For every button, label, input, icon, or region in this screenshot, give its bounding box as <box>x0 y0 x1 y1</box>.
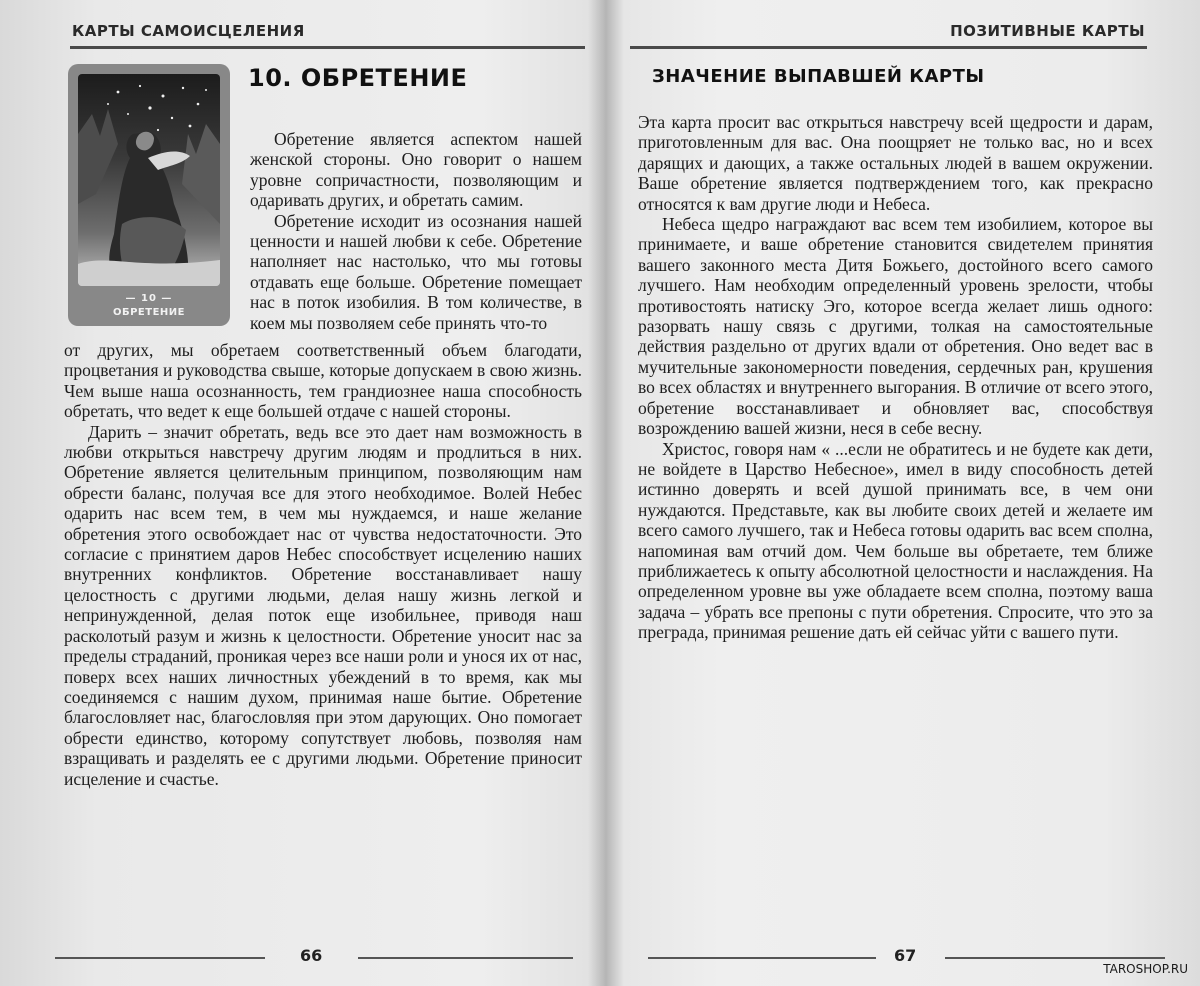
paragraph: Христос, говоря нам « ...если не обратитесь и не будете как дети, не войдете в Царство Небесное», имел в виду способность детей истинно доверять и всей душой принимать все, в чем они нуждаются. Представьте, как вы любите своих детей и желаете им всего самого лучшего, так и Небеса готовы одарить вас всем сполна, напоминая вам отчий дом. Чем больше вы обретаете, тем ближе приближаетесь к опыту абсолютной целостности и наслаждения. На определенном уровне вы уже обладаете всем сполна, поэтому ваша задача – убрать все препоны с пути обретения. Спросите, что это за преграда, принимая решение дать ей сейчас уйти с вашего пути. <box>638 438 1153 643</box>
running-head-right: ПОЗИТИВНЫЕ КАРТЫ <box>950 22 1145 40</box>
footer-rule-left-a <box>55 957 265 959</box>
footer-rule-left-b <box>358 957 573 959</box>
right-text <box>638 112 1153 643</box>
left-text-wide <box>64 340 582 789</box>
paragraph: Обретение является аспектом нашей женской стороны. Оно говорит о нашем уровне сопричастности, позволяющим и одаривать других, и обретать самим. <box>250 129 582 211</box>
footer-rule-right-a <box>648 957 876 959</box>
card-title: ОБРЕТЕНИЕ <box>112 307 185 318</box>
page-number-right: 67 <box>894 946 917 965</box>
paragraph: Эта карта просит вас открыться навстречу всей щедрости и дарам, приготовленным для вас. Она поощряет не только вас, но и всех дарящих и дающих, а также остальных людей в вашем окружении. Ваше обретение является подтверждением того, как прекрасно относятся к вам другие люди и Небеса. <box>638 112 1153 214</box>
tarot-card <box>68 64 230 326</box>
left-text-narrow <box>250 129 582 333</box>
right-page <box>600 0 1200 986</box>
watermark: TAROSHOP.RU <box>1103 962 1188 976</box>
paragraph: Небеса щедро награждают вас всем тем изобилием, которое вы принимаете, и ваше обретение становится свидетелем принятия вашего законного места Дитя Божьего, достойного всего самого лучшего. Нам необходим определенный уровень зрелости, чтобы противостоять натиску Эго, которое всегда желает лишь одного: разорвать нашу связь с другими, толкая на самостоятельные действия раздельно от других вдали от обретения. Оно ведет вас в мучительные закономерности поведения, сердечных ран, крушения во всех областях и внутреннего выгорания. В отличие от всего этого, обретение восстанавливает и обновляет вас, способствуя возрождению вашей жизни, неся в себе весну. <box>638 214 1153 439</box>
section-title: ЗНАЧЕНИЕ ВЫПАВШЕЙ КАРТЫ <box>652 66 985 87</box>
card-illustration-svg <box>78 74 220 286</box>
paragraph: Дарить – значит обретать, ведь все это дает нам возможность в любви открыться навстречу другим людям и продлиться в них. Обретение является целительным принципом, позволяющим нам обрести баланс, получая все для этого необходимое. Волей Небес одарить нас всем тем, в чем мы нуждаемся, и наше желание обретения этого освобождает нас от чувства недостаточности. Это согласие с принятием даров Небес способствует исцелению наших внутренних конфликтов. Обретение восстанавливает нашу целостность с другими людьми, делая нашу жизнь легкой и непринужденной, делая поток еще изобильнее, приводя наш расколотый разум и жизнь к целостности. Обретение уносит нас за пределы страданий, проникая через все наши роли и унося их от нас, поверх всех наших личностных убеждений в то время, как мы соединяемся с нашим духом, принимая наше бытие. Обретение благословляет нас, благословляя при этом дарующих. Оно помогает обрести единство, которому сопутствует любовь, позволяя нам взращивать и разделять ее с другими людьми. Обретение приносит исцеление и счастье. <box>64 421 582 789</box>
paragraph: Обретение исходит из осознания нашей ценности и нашей любви к себе. Обретение наполняет нас настолько, что мы готовы отдавать еще больше. Обретение помещает нас в поток изобилия. В том количестве, в коем мы позволяем себе принять что-то <box>250 210 582 333</box>
header-rule-right <box>630 46 1147 49</box>
card-illustration <box>78 74 220 286</box>
chapter-title: 10. ОБРЕТЕНИЕ <box>248 64 468 92</box>
paragraph: от других, мы обретаем соответственный объем благодати, процветания и руководства свыше, которые допускаем в свою жизнь. Чем выше наша осознанность, тем грандиознее наша способность обретать, что ведет к еще большей отдаче с нашей стороны. <box>64 340 582 422</box>
card-number: — 10 — <box>125 293 173 304</box>
header-rule-left <box>70 46 585 49</box>
page-number-left: 66 <box>300 946 323 965</box>
running-head-left: КАРТЫ САМОИСЦЕЛЕНИЯ <box>72 22 305 40</box>
footer-rule-right-b <box>945 957 1165 959</box>
